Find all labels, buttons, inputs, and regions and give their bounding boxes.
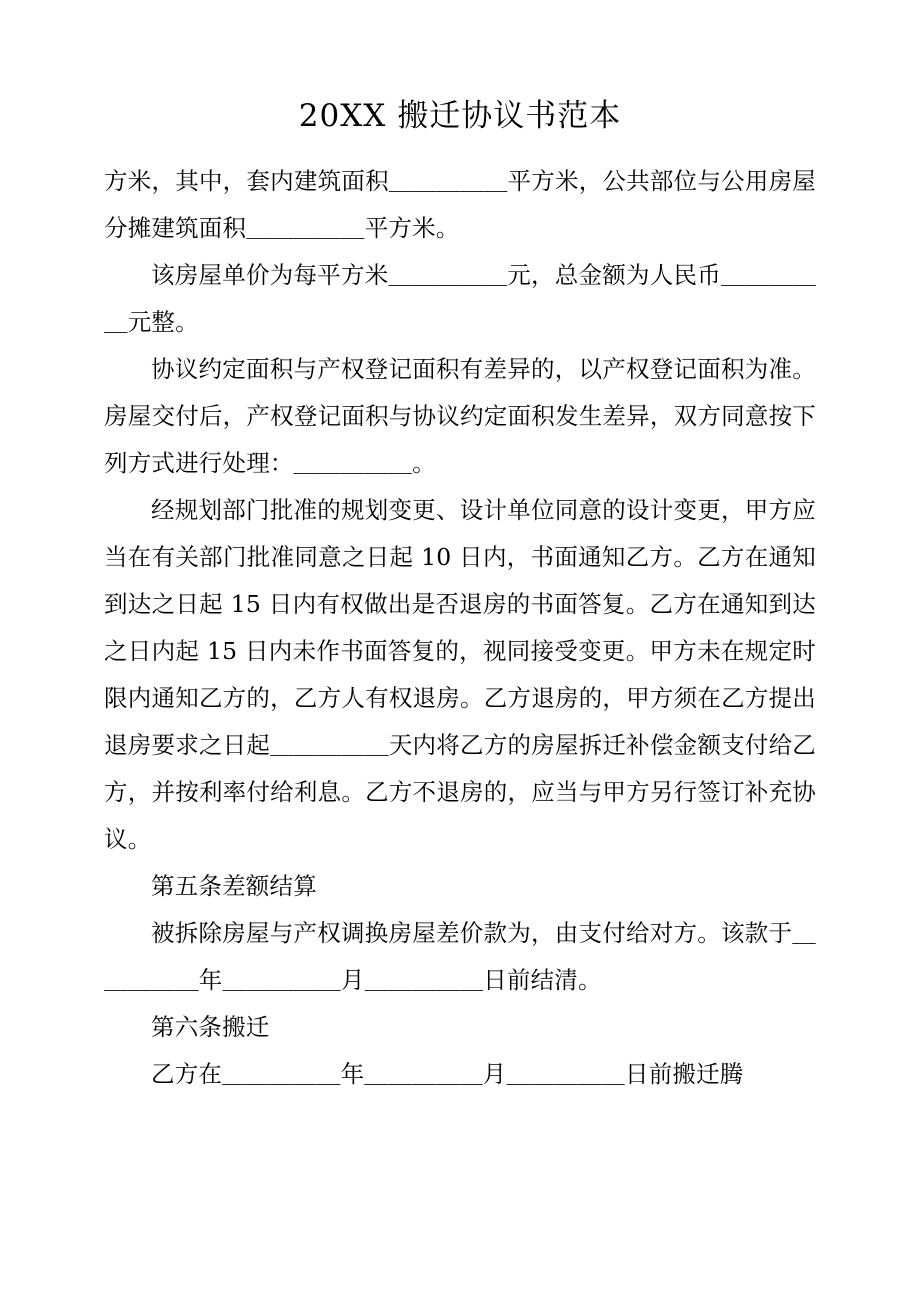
- paragraph-5-heading: 第五条差额结算: [151, 872, 317, 901]
- paragraph-1: 方米，其中，套内建筑面积＿＿＿＿＿平方米，公共部位与公用房屋分摊建筑面积＿＿＿＿＿平方米。: [104, 167, 816, 243]
- paragraph-7-heading: 第六条搬迁: [151, 1013, 270, 1042]
- paragraph-8: 乙方在＿＿＿＿＿年＿＿＿＿＿月＿＿＿＿＿日前搬迁腾: [151, 1060, 744, 1089]
- paragraph-6: 被拆除房屋与产权调换房屋差价款为，由支付给对方。该款于＿＿＿＿＿年＿＿＿＿＿月＿＿＿＿＿日前结清。: [104, 919, 816, 995]
- paragraph-4: 经规划部门批准的规划变更、设计单位同意的设计变更，甲方应当在有关部门批准同意之日起 10 日内，书面通知乙方。乙方在通知到达之日起 15 日内有权做出是否退房的书面答复。乙方在通知到达之日内起 15 日内未作书面答复的，视同接受变更。甲方未在规定时限内通知乙方的，乙方人有权退房。乙方退房的，甲方须在乙方提出退房要求之日起＿＿＿＿＿天内将乙方的房屋拆迁补偿金额支付给乙方，并按利率付给利息。乙方不退房的，应当与甲方另行签订补充协议。: [104, 496, 816, 854]
- paragraph-2: 该房屋单价为每平方米＿＿＿＿＿元，总金额为人民币＿＿＿＿＿元整。: [104, 261, 816, 337]
- page-title: 20XX 搬迁协议书范本: [298, 98, 622, 134]
- document-body: [104, 158, 816, 1098]
- paragraph-3: 协议约定面积与产权登记面积有差异的，以产权登记面积为准。房屋交付后，产权登记面积与协议约定面积发生差异，双方同意按下列方式进行处理：＿＿＿＿＿。: [104, 355, 816, 478]
